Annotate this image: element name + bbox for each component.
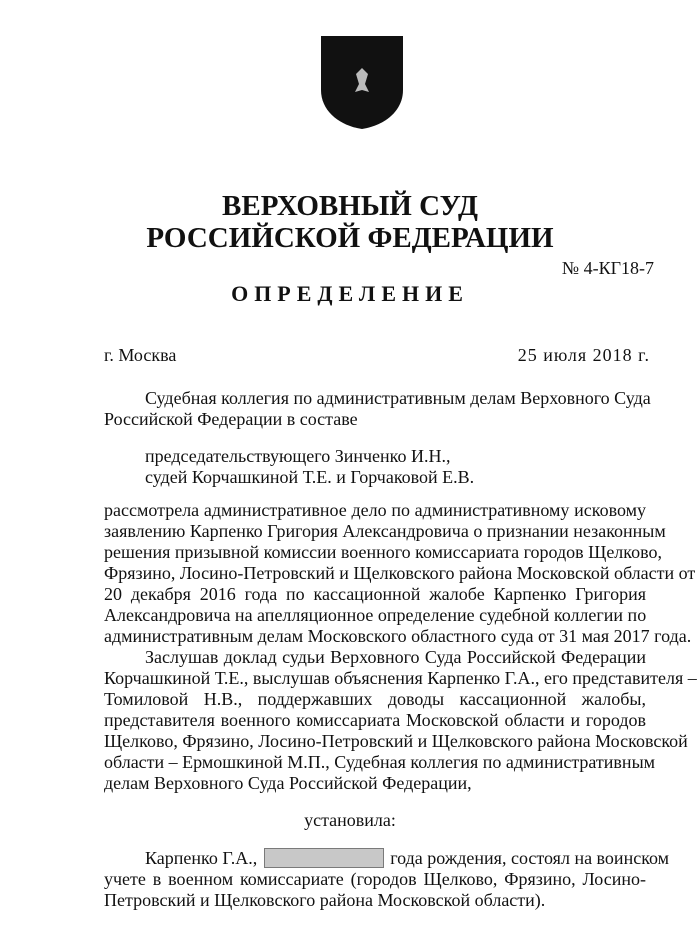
intro-line: Судебная коллегия по административным делам Верховного Суда (145, 388, 651, 408)
paragraph-line: Заслушав доклад судьи Верховного Суда Российской Федерации (145, 647, 646, 667)
court-name-line-1: ВЕРХОВНЫЙ СУД (222, 190, 478, 222)
paragraph-line: области – Ермошкиной М.П., Судебная коллегия по административным (104, 752, 656, 772)
paragraph-line: Щелково, Фрязино, Лосино-Петровский и Щелковского района Московской (104, 731, 688, 751)
paragraph-line: Томиловой Н.В., поддержавших доводы кассационной жалобы, (104, 689, 646, 709)
paragraph-line: решения призывной комиссии военного комиссариата городов Щелково, (104, 542, 662, 562)
case-number: № 4-КГ18-7 (561, 258, 654, 278)
paragraph-line: учете в военном комиссариате (городов Щелково, Фрязино, Лосино- (104, 869, 646, 889)
paragraph-line: Корчашкиной Т.Е., выслушав объяснения Карпенко Г.А., его представителя – (104, 668, 697, 688)
panel-line: судей Корчашкиной Т.Е. и Горчаковой Е.В. (145, 467, 475, 487)
document-type: ОПРЕДЕЛЕНИЕ (231, 281, 469, 306)
established-heading: установила: (304, 810, 396, 830)
paragraph-line: представителя военного комиссариата Московской области и городов (104, 710, 646, 730)
panel-line: председательствующего Зинченко И.Н., (145, 446, 451, 466)
place: г. Москва (104, 345, 177, 365)
intro-line: Российской Федерации в составе (104, 409, 358, 429)
paragraph-line: Петровский и Щелковского района Московской области). (104, 890, 546, 910)
paragraph-line: административным делам Московского областного суда от 31 мая 2017 года. (104, 626, 692, 646)
paragraph-line: Фрязино, Лосино-Петровский и Щелковского района Московской области от (104, 563, 696, 583)
paragraph-text: года рождения, состоял на воинском (390, 848, 670, 868)
coat-of-arms-icon (319, 34, 405, 130)
paragraph-line: 20 декабря 2016 года по кассационной жалобе Карпенко Григория (104, 584, 646, 604)
paragraph-line: рассмотрела административное дело по административному исковому (104, 500, 646, 520)
paragraph-text: Карпенко Г.А., (145, 848, 258, 868)
paragraph-line: Александровича на апелляционное определение судебной коллегии по (104, 605, 647, 625)
court-name-line-2: РОССИЙСКОЙ ФЕДЕРАЦИИ (146, 222, 554, 254)
paragraph-line: делам Верховного Суда Российской Федерации, (104, 773, 472, 793)
date: 25 июля 2018 г. (517, 345, 650, 365)
paragraph-line: заявлению Карпенко Григория Александровича о признании незаконным (104, 521, 666, 541)
paragraph-line (145, 848, 670, 869)
redacted-birth-date (264, 848, 384, 868)
